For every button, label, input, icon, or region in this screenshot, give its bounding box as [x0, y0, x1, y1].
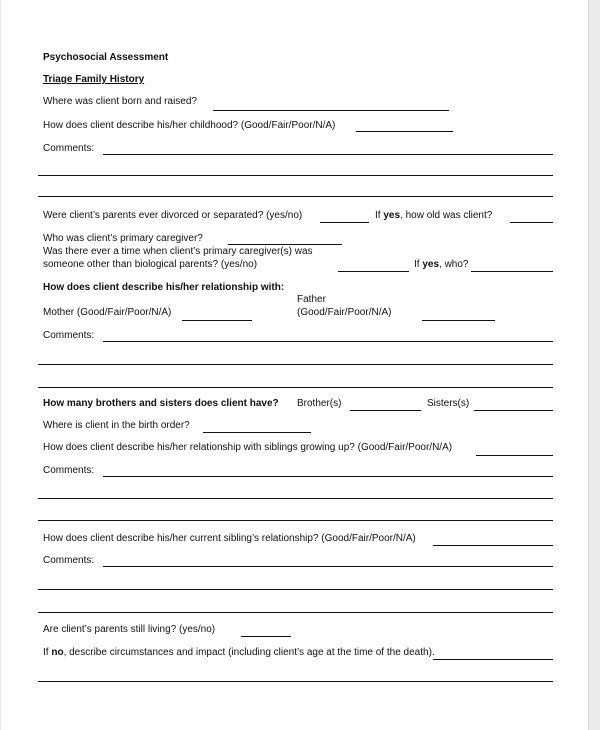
other-caregiver-followup-label: If yes, who?: [414, 259, 469, 270]
childhood-label: How does client describe his/her childhood? (Good/Fair/Poor/N/A): [43, 120, 336, 131]
section-title: Triage Family History: [43, 74, 145, 85]
section-divider: [38, 612, 553, 613]
comments-field-line[interactable]: [38, 364, 553, 365]
other-caregiver-label-1: Was there ever a time when client’s primary caregiver(s) was: [43, 246, 313, 257]
brothers-field[interactable]: [350, 410, 421, 411]
brothers-label: Brother(s): [297, 398, 342, 409]
death-circumstances-field-line[interactable]: [38, 681, 553, 682]
father-label: Father: [297, 294, 326, 305]
other-caregiver-label-2: someone other than biological parents? (yes/no): [43, 259, 258, 270]
divorced-followup-label: If yes, how old was client?: [375, 210, 493, 221]
caregiver-field[interactable]: [228, 244, 342, 245]
comments-field[interactable]: [103, 154, 553, 155]
death-circumstances-label: If no, describe circumstances and impact (including client’s age at the time of the death).: [43, 647, 435, 658]
father-field[interactable]: [422, 320, 495, 321]
born-raised-label: Where was client born and raised?: [43, 96, 197, 107]
age-at-divorce-field[interactable]: [510, 222, 553, 223]
comments-field[interactable]: [103, 566, 553, 567]
parents-living-field[interactable]: [241, 636, 291, 637]
comments-field[interactable]: [103, 341, 553, 342]
comments-field-line[interactable]: [38, 589, 553, 590]
relationship-heading: How does client describe his/her relationship with:: [43, 282, 285, 293]
current-sibling-field[interactable]: [433, 545, 553, 546]
siblings-growing-up-field[interactable]: [476, 455, 553, 456]
comments-field-line[interactable]: [38, 175, 553, 176]
born-raised-field[interactable]: [213, 110, 449, 111]
birth-order-field[interactable]: [203, 432, 311, 433]
sisters-field[interactable]: [474, 410, 553, 411]
mother-field[interactable]: [182, 320, 252, 321]
siblings-heading: How many brothers and sisters does client have?: [43, 398, 279, 409]
current-sibling-label: How does client describe his/her current sibling’s relationship? (Good/Fair/Poor/N/A): [43, 533, 416, 544]
birth-order-label: Where is client in the birth order?: [43, 420, 190, 431]
father-scale-label: (Good/Fair/Poor/N/A): [297, 307, 392, 318]
divorced-label: Were client’s parents ever divorced or separated? (yes/no): [43, 210, 303, 221]
comments-field[interactable]: [103, 476, 553, 477]
mother-label: Mother (Good/Fair/Poor/N/A): [43, 307, 172, 318]
section-divider: [38, 387, 553, 388]
parents-living-label: Are client’s parents still living? (yes/no): [43, 624, 216, 635]
form-page: [1, 0, 589, 730]
section-divider: [38, 520, 553, 521]
comments-label: Comments:: [43, 465, 95, 476]
comments-label: Comments:: [43, 555, 95, 566]
sisters-label: Sisters(s): [427, 398, 470, 409]
other-caregiver-field[interactable]: [338, 271, 409, 272]
caregiver-label: Who was client’s primary caregiver?: [43, 233, 203, 244]
comments-label: Comments:: [43, 330, 95, 341]
siblings-growing-up-label: How does client describe his/her relationship with siblings growing up? (Good/Fair/Poor/N/A): [43, 442, 453, 453]
other-caregiver-who-field[interactable]: [471, 271, 553, 272]
comments-label: Comments:: [43, 143, 95, 154]
childhood-field[interactable]: [356, 131, 453, 132]
section-divider: [38, 196, 553, 197]
comments-field-line[interactable]: [38, 498, 553, 499]
page-title: Psychosocial Assessment: [43, 52, 169, 63]
divorced-field[interactable]: [320, 222, 369, 223]
death-circumstances-field[interactable]: [433, 659, 553, 660]
